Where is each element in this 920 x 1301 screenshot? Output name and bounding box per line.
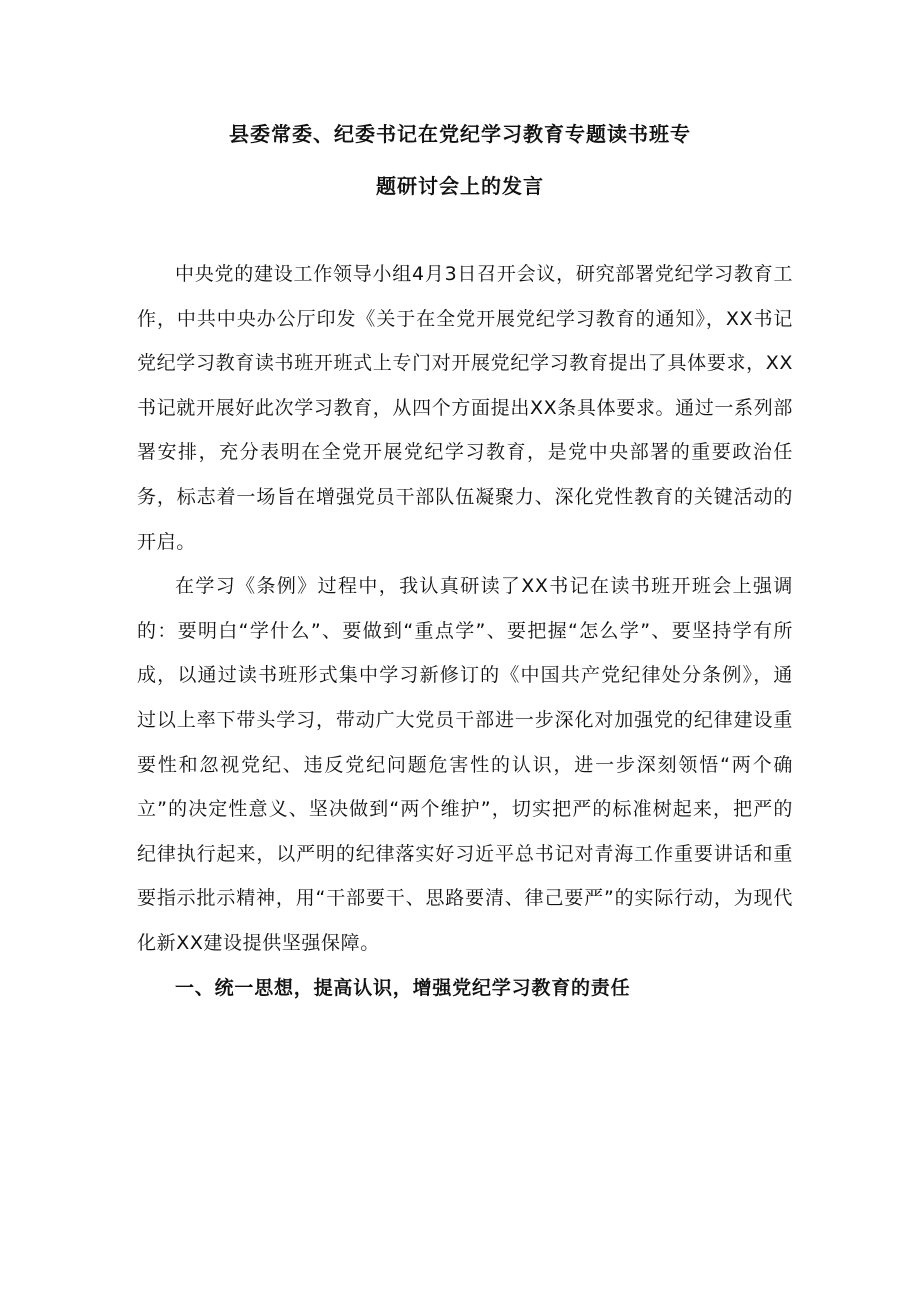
section-heading: 一、统一思想，提高认识，增强党纪学习教育的责任: [175, 976, 631, 999]
document-title-line-2: 题研讨会上的发言: [376, 174, 544, 198]
body-paragraph-1: 中央党的建设工作领导小组4月3日召开会议，研究部署党纪学习教育工作，中共中央办公厅印发《关于在全党开展党纪学习教育的通知》，XX书记党纪学习教育读书班开班式上专门对开展党纪学习教育提出了具体要求，XX书记就开展好此次学习教育，从四个方面提出XX条具体要求。通过一系列部署安排，充分表明在全党开展党纪学习教育，是党中央部署的重要政治任务，标志着一场旨在增强党员干部队伍凝聚力、深化党性教育的关键活动的开启。: [137, 263, 793, 553]
body-paragraph-2: 在学习《条例》过程中，我认真研读了XX书记在读书班开班会上强调的：要明白“学什么”、要做到“重点学”、要把握“怎么学”、要坚持学有所成，以通过读书班形式集中学习新修订的《中国共产党纪律处分条例》，通过以上率下带头学习，带动广大党员干部进一步深化对加强党的纪律建设重要性和忽视党纪、违反党纪问题危害性的认识，进一步深刻领悟“两个确立”的决定性意义、坚决做到“两个维护”，切实把严的标准树起来，把严的纪律执行起来，以严明的纪律落实好习近平总书记对青海工作重要讲话和重要指示批示精神，用“干部要干、思路要清、律己要严”的实际行动，为现代化新XX建设提供坚强保障。: [137, 575, 793, 954]
document-title-line-1: 县委常委、纪委书记在党纪学习教育专题读书班专: [229, 122, 691, 146]
document-body: [137, 252, 793, 1010]
